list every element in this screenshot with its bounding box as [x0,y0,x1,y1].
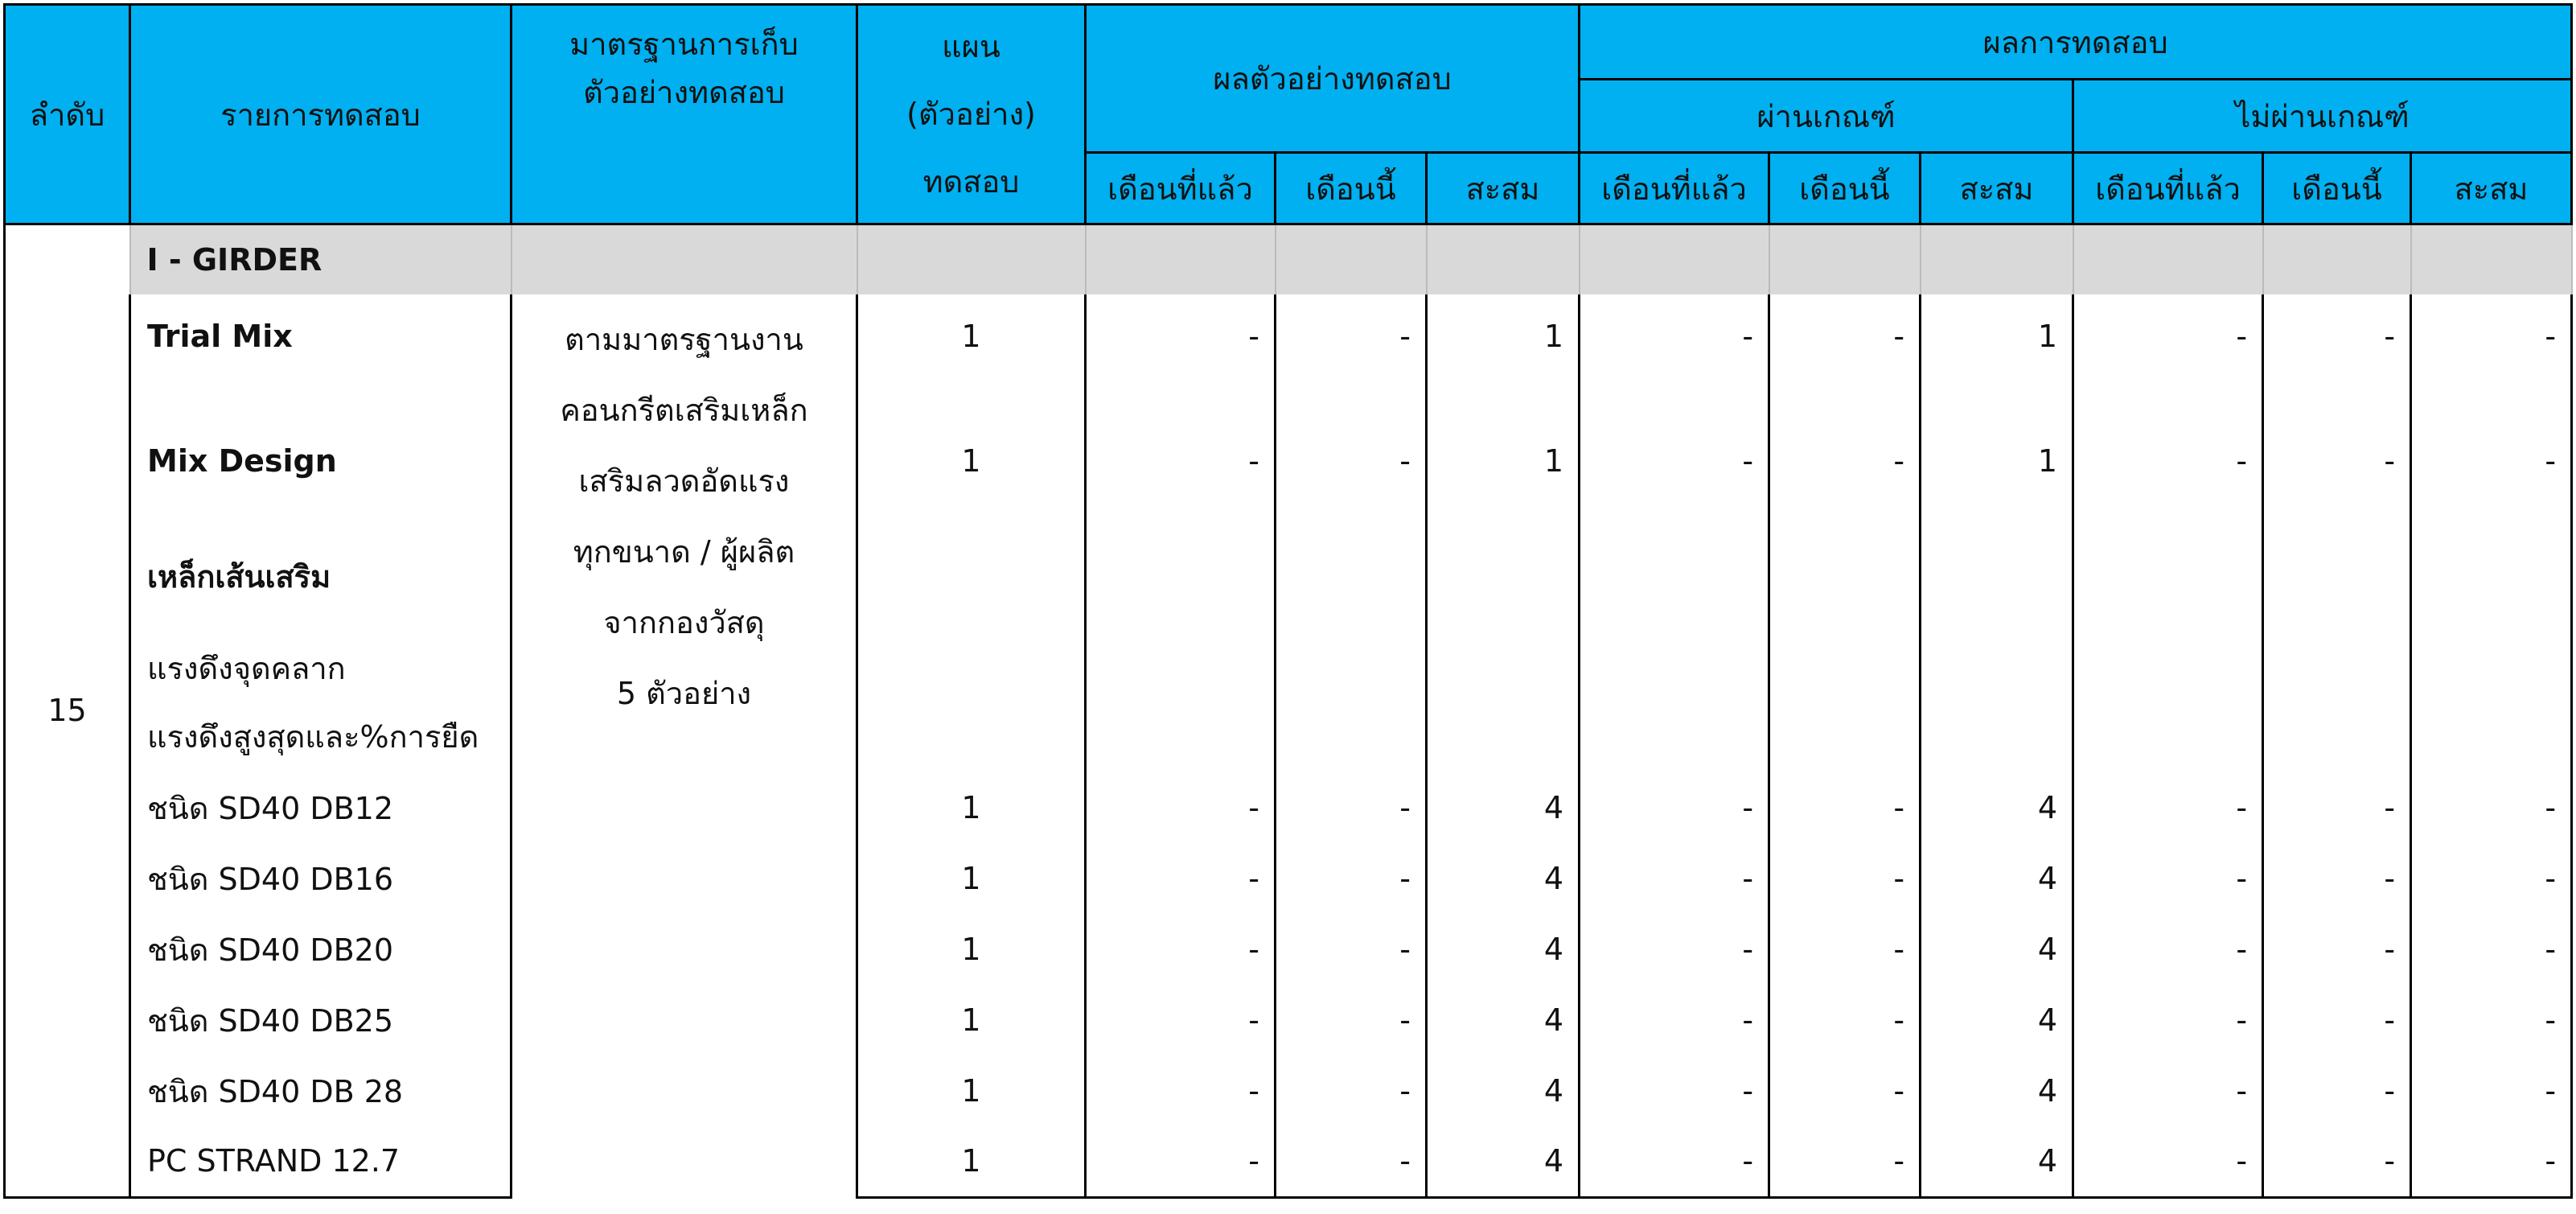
result-value: - [1276,843,1427,914]
result-value: - [2073,985,2263,1056]
result-value: - [1276,294,1427,405]
test-item: PC STRAND 12.7 [130,1126,512,1197]
result-value [2411,636,2572,700]
result-value: - [1769,985,1921,1056]
plan-value [857,636,1086,700]
table-row [5,914,2572,985]
result-value: - [2073,1056,2263,1126]
plan-value: 1 [857,914,1086,985]
plan-value: 1 [857,1126,1086,1197]
test-item: ชนิด SD40 DB12 [130,772,512,843]
header-standard-line2: ตัวอย่างทดสอบ [583,75,785,110]
standard-steel-line: จากกองวัสดุ [603,605,765,640]
header-plan-line3: ทดสอบ [922,164,1020,200]
result-value [1769,636,1921,700]
result-value [1427,636,1580,700]
header-pass-this-month: เดือนนี้ [1769,153,1921,224]
table-header [5,5,2572,224]
result-value [1580,700,1769,772]
header-plan-line1: แผน [942,29,1000,64]
table-row [5,700,2572,772]
group-cell [1580,224,1769,295]
plan-value [857,700,1086,772]
result-value: - [2263,1056,2411,1126]
result-value: - [1276,914,1427,985]
result-value [1276,516,1427,636]
result-value [2263,636,2411,700]
group-cell [1276,224,1427,295]
result-value: 1 [1921,405,2073,516]
group-cell [2263,224,2411,295]
header-fail: ไม่ผ่านเกณฑ์ [2073,80,2572,153]
result-value: 4 [1427,985,1580,1056]
result-value: - [1580,405,1769,516]
header-standard-line1: มาตรฐานการเก็บ [569,27,799,62]
test-item: Mix Design [130,405,512,516]
result-value: - [1769,405,1921,516]
result-value: - [1580,914,1769,985]
result-value [1921,636,2073,700]
test-item: แรงดึงสูงสุดและ%การยืด [130,700,512,772]
result-value [1580,636,1769,700]
result-value [1276,700,1427,772]
test-item: ชนิด SD40 DB20 [130,914,512,985]
result-value: 1 [1427,294,1580,405]
result-value: - [2411,843,2572,914]
seq-number: 15 [5,224,130,1198]
standard-concrete [512,294,857,516]
result-value: - [2263,843,2411,914]
header-sample-this-month: เดือนนี้ [1276,153,1427,224]
group-cell [2411,224,2572,295]
group-cell [1921,224,2073,295]
result-value: - [1276,985,1427,1056]
result-value: 4 [1921,1126,2073,1197]
result-value: - [2073,914,2263,985]
result-value: - [1276,1126,1427,1197]
result-value: - [2263,405,2411,516]
plan-value: 1 [857,405,1086,516]
group-cell [1427,224,1580,295]
result-value: - [1276,772,1427,843]
result-value [2073,516,2263,636]
result-value: - [2263,294,2411,405]
result-value [1580,516,1769,636]
result-value: 4 [1921,843,2073,914]
result-value: - [2073,1126,2263,1197]
result-value: - [2411,294,2572,405]
table-row [5,294,2572,405]
result-value: - [1086,772,1276,843]
result-value: - [1769,772,1921,843]
result-value [1086,700,1276,772]
result-value: - [2411,405,2572,516]
table-body [5,224,2572,1198]
result-value [2263,516,2411,636]
table-row [5,636,2572,700]
result-value [1427,516,1580,636]
result-value: - [1086,843,1276,914]
result-value: - [1086,1056,1276,1126]
header-sample-cumulative: สะสม [1427,153,1580,224]
result-value: 4 [1427,1126,1580,1197]
test-item: Trial Mix [130,294,512,405]
test-item: เหล็กเส้นเสริม [130,516,512,636]
result-value [2073,700,2263,772]
standard-concrete-line: เสริมลวดอัดแรง [578,463,790,499]
header-fail-cumulative: สะสม [2411,153,2572,224]
plan-value: 1 [857,985,1086,1056]
group-cell [857,224,1086,295]
result-value: 4 [1427,843,1580,914]
header-pass: ผ่านเกณฑ์ [1580,80,2073,153]
test-item: ชนิด SD40 DB 28 [130,1056,512,1126]
result-value [2411,700,2572,772]
result-value: - [1769,843,1921,914]
test-results-table [3,3,2573,1199]
group-cell [1769,224,1921,295]
result-value: - [2263,1126,2411,1197]
result-value: - [1086,985,1276,1056]
result-value: - [2073,772,2263,843]
test-item: ชนิด SD40 DB25 [130,985,512,1056]
result-value [1086,636,1276,700]
plan-value [857,516,1086,636]
header-fail-this-month: เดือนนี้ [2263,153,2411,224]
table-row [5,772,2572,843]
header-sample-results: ผลตัวอย่างทดสอบ [1086,5,1580,153]
group-row [5,224,2572,295]
header-plan [857,5,1086,224]
result-value: - [1580,1056,1769,1126]
plan-value: 1 [857,1056,1086,1126]
result-value: - [2263,914,2411,985]
result-value: - [1086,294,1276,405]
standard-steel-line: ทุกขนาด / ผู้ผลิต [573,534,795,570]
plan-value: 1 [857,772,1086,843]
result-value: 4 [1427,772,1580,843]
header-pass-cumulative: สะสม [1921,153,2073,224]
standard-steel [512,516,857,1197]
header-test-results: ผลการทดสอบ [1580,5,2572,80]
result-value: - [1580,772,1769,843]
result-value: - [2411,914,2572,985]
table-row [5,405,2572,516]
result-value [1086,516,1276,636]
header-plan-line2: (ตัวอย่าง) [906,97,1036,132]
result-value [1921,516,2073,636]
result-value: - [1086,1126,1276,1197]
result-value [1769,516,1921,636]
result-value: - [1276,405,1427,516]
result-value: - [1769,1056,1921,1126]
result-value: - [1769,294,1921,405]
header-seq: ลำดับ [5,5,130,224]
result-value [1769,700,1921,772]
result-value [1427,700,1580,772]
result-value: - [1580,843,1769,914]
result-value [1276,636,1427,700]
group-cell [512,224,857,295]
header-sample-last-month: เดือนที่แล้ว [1086,153,1276,224]
result-value: 1 [1427,405,1580,516]
header-fail-last-month: เดือนที่แล้ว [2073,153,2263,224]
result-value: 4 [1921,772,2073,843]
result-value: - [2411,1126,2572,1197]
header-standard [512,5,857,224]
table-row [5,843,2572,914]
plan-value: 1 [857,294,1086,405]
result-value: - [2411,985,2572,1056]
table-row [5,1056,2572,1126]
result-value: - [2073,843,2263,914]
test-item: แรงดึงจุดคลาก [130,636,512,700]
table-row [5,516,2572,636]
result-value [1921,700,2073,772]
result-value: - [1086,405,1276,516]
result-value: 1 [1921,294,2073,405]
group-title: I - GIRDER [130,224,512,295]
plan-value: 1 [857,843,1086,914]
result-value: - [2073,294,2263,405]
result-value: 4 [1921,985,2073,1056]
result-value [2263,700,2411,772]
group-cell [2073,224,2263,295]
result-value: 4 [1921,1056,2073,1126]
result-value: 4 [1427,914,1580,985]
result-value: - [2411,772,2572,843]
header-test-list: รายการทดสอบ [130,5,512,224]
result-value: 4 [1427,1056,1580,1126]
standard-steel-line: 5 ตัวอย่าง [616,676,752,711]
result-value: - [2263,985,2411,1056]
result-value: 4 [1921,914,2073,985]
result-value: - [1580,1126,1769,1197]
header-pass-last-month: เดือนที่แล้ว [1580,153,1769,224]
result-value: - [1769,1126,1921,1197]
result-value [2073,636,2263,700]
result-value: - [2263,772,2411,843]
result-value: - [1580,985,1769,1056]
table-row [5,1126,2572,1197]
table-row [5,985,2572,1056]
result-value: - [1276,1056,1427,1126]
result-value: - [1086,914,1276,985]
result-value: - [1580,294,1769,405]
standard-concrete-line: คอนกรีตเสริมเหล็ก [560,393,808,428]
result-value: - [1769,914,1921,985]
standard-concrete-line: ตามมาตรฐานงาน [565,322,803,357]
result-value: - [2411,1056,2572,1126]
result-value: - [2073,405,2263,516]
group-cell [1086,224,1276,295]
test-item: ชนิด SD40 DB16 [130,843,512,914]
result-value [2411,516,2572,636]
